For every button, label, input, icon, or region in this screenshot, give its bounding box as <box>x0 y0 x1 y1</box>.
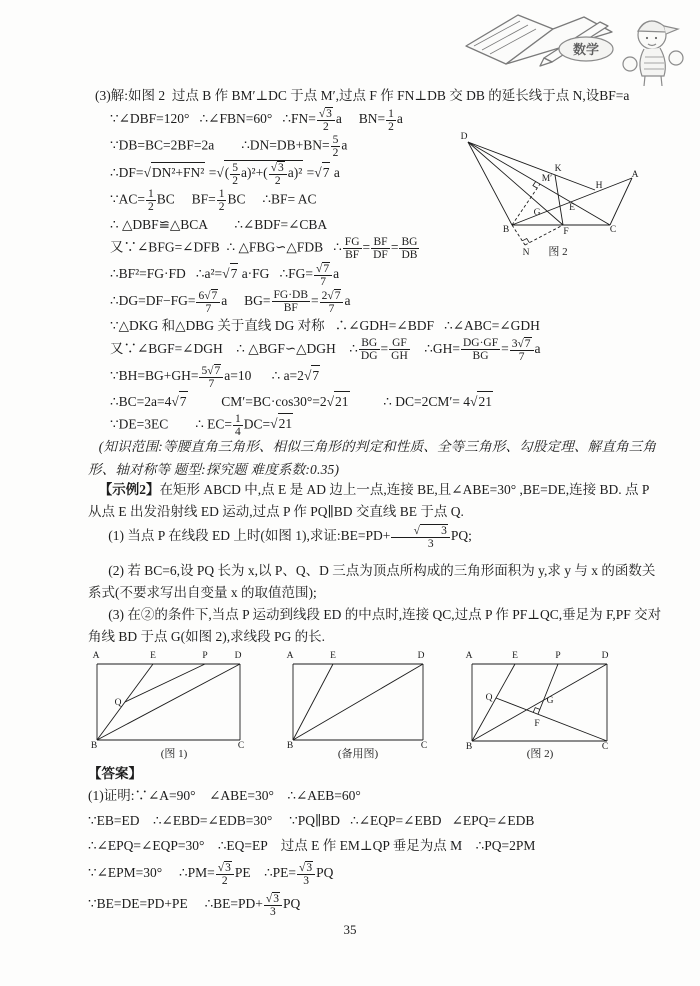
svg-text:H: H <box>595 181 603 191</box>
figure-canvas <box>443 128 695 260</box>
example2-paragraph <box>88 479 664 523</box>
fraction: $\frac{BF}{DF}$ <box>373 235 388 261</box>
sqrt-expression: √7 <box>171 394 187 409</box>
fraction: $\frac{BG}{DB}$ <box>401 235 418 261</box>
svg-text:G: G <box>546 696 554 706</box>
sqrt-expression: √7 <box>204 289 218 302</box>
fraction: $\frac{6√7}{7}$ <box>196 289 220 315</box>
figure-canvas <box>90 648 258 760</box>
svg-text:C: C <box>601 742 609 752</box>
fraction: $\frac{1}{2}$ <box>218 188 225 214</box>
svg-text:K: K <box>554 164 562 174</box>
fraction: $\frac{√3}{3}$ <box>264 892 282 918</box>
svg-text:M′: M′ <box>541 174 553 184</box>
sqrt-expression: √3 <box>318 108 332 120</box>
svg-text:F: F <box>534 719 540 729</box>
svg-text:B: B <box>286 741 294 751</box>
math-line: ∵DE=3EC ∴ EC= $\frac{1}{4}$ DC=√21 <box>110 412 293 438</box>
math-line: ∵△DKG 和△DBG 关于直线 DG 对称 ∴∠GDH=∠BDF ∴∠ABC=∠GDH <box>110 317 540 333</box>
figure-backup <box>278 648 440 760</box>
svg-text:A: A <box>465 651 473 661</box>
svg-text:Q: Q <box>114 698 122 708</box>
sqrt-expression: √DN²+FN² <box>143 165 205 180</box>
example2-intro-text: 在矩形 ABCD 中,点 E 是 AD 边上一点,连接 BE,且∠ABE=30° ,BE=DE,连接 BD. 点 P 从点 E 出发沿射线 ED 运动,过点 P 作 PQ∥BD 交直线 BE 于点 Q. <box>88 482 649 519</box>
fraction: $\frac{1}{2}$ <box>388 107 394 133</box>
cartoon-kid <box>623 21 683 86</box>
fraction: $\frac{BG}{DG}$ <box>360 337 378 363</box>
math-line: ∴BF²=FG·FD ∴a²=√7 a·FG ∴FG= $\frac{√7}{7}$ a <box>110 262 340 288</box>
fraction: $\frac{√3}{3}$ <box>297 861 315 887</box>
math-line: ∴∠EPQ=∠EQP=30° ∴EQ=EP 过点 E 作 EM⊥QP 垂足为点 M ∴PQ=2PM <box>88 838 536 853</box>
knowledge-scope-note: (知识范围:等腰直角三角形、相似三角形的判定和性质、全等三角形、勾股定理、解直角三角形、轴对称等 题型:探究题 难度系数:0.35) <box>88 439 657 477</box>
sqrt-expression: √7 <box>314 165 330 180</box>
svg-text:B: B <box>90 741 98 751</box>
figure-canvas <box>278 648 440 760</box>
svg-text:A: A <box>92 651 100 661</box>
math-line: ∵AC= $\frac{1}{2}$ BC BF= $\frac{1}{2}$ BC ∴BF= AC <box>110 188 317 214</box>
svg-text:C: C <box>420 741 428 751</box>
math-line: ∴DF=√DN²+FN² =√( $\frac{5}{2}$ a)²+( $\frac{√3}{2}$ a)² =√7 a <box>110 161 340 188</box>
svg-text:E: E <box>512 651 518 661</box>
fraction: $\frac{√ 3}{3}$ <box>391 524 450 550</box>
fraction: $\frac{5}{2}$ <box>332 134 339 160</box>
svg-text:N: N <box>522 248 530 258</box>
math-line: ∴BC=2a=4√7 CM′=BC·cos30°=2√21 ∴ DC=2CM′= 4√21 <box>88 391 663 412</box>
fraction: $\frac{1}{4}$ <box>235 412 241 438</box>
math-line: ∴ △DBF≌△BCA ∴∠BDF=∠CBA <box>110 216 328 232</box>
fraction: $\frac{2√7}{7}$ <box>320 289 344 315</box>
svg-text:D: D <box>234 651 242 661</box>
sqrt-expression: √( $\frac{5}{2}$ a)²+( $\frac{√3}{2}$ a)² <box>216 161 303 188</box>
example2-question2: (2) 若 BC=6,设 PQ 长为 x,以 P、Q、D 三点为顶点所构成的三角形面积为 y,求 y 与 x 的函数关系式(不要求写出自变量 x 的取值范围); <box>88 563 656 600</box>
math-line: ∵∠DBF=120° ∴∠FBN=60° ∴FN= $\frac{√3}{2}$ a BN= $\frac{1}{2}$ a <box>110 107 403 134</box>
sqrt-expression: √7 <box>207 365 221 377</box>
svg-text:C: C <box>237 741 245 751</box>
sqrt-expression: √3 <box>217 862 231 874</box>
sqrt-expression: √7 <box>327 289 341 302</box>
svg-text:E: E <box>569 203 575 213</box>
svg-text:A: A <box>286 651 294 661</box>
fraction: $\frac{3√7}{7}$ <box>510 337 534 363</box>
answer-title: 【答案】 <box>88 766 142 781</box>
fraction: $\frac{DG\cdot GF}{BG}$ <box>462 337 499 363</box>
math-line: ∵∠EPM=30° ∴PM= $\frac{√3}{2}$ PE ∴PE= $\frac{√3}{3}$ PQ <box>88 862 334 888</box>
page-number: 35 <box>343 922 357 937</box>
svg-text:E: E <box>150 651 156 661</box>
sqrt-expression: √7 <box>316 262 330 275</box>
svg-text:F: F <box>563 227 569 237</box>
answer-section <box>88 786 668 923</box>
math-line: (1)证明:∵∠A=90° ∠ABE=30° ∴∠AEB=60° <box>88 788 361 803</box>
sqrt-expression: √21 <box>470 394 493 409</box>
math-line: 又∵∠BFG=∠DFB ∴ △FBG∽△FDB ∴ $\frac{FG}{BF}$ = $\frac{BF}{DF}$ = $\frac{BG}{DB}$ <box>110 235 418 261</box>
svg-text:E: E <box>330 651 336 661</box>
example2-question1: (1) 当点 P 在线段 ED 上时(如图 1),求证:BE=PD+ $\frac{√ 3}{3}$ PQ; <box>108 525 472 551</box>
math-line: ∵DB=BC=2BF=2a ∴DN=DB+BN= $\frac{5}{2}$ a <box>110 134 348 160</box>
sqrt-expression: √ 3 <box>413 525 447 537</box>
svg-text:A: A <box>631 170 639 180</box>
svg-text:B: B <box>502 225 510 235</box>
example2-question3: (3) 在②的条件下,当点 P 运动到线段 ED 的中点时,连接 QC,过点 P 作 PF⊥QC,垂足为 F,PF 交对角线 BD 于点 G(如图 2),求线段 PG 的长. <box>88 607 662 644</box>
sqrt-expression: √21 <box>327 394 350 409</box>
svg-text:(图 1): (图 1) <box>160 748 188 760</box>
fraction: $\frac{5√7}{7}$ <box>199 364 223 390</box>
fraction: $\frac{FG\cdot DB}{BF}$ <box>273 289 309 315</box>
sqrt-expression: √7 <box>222 266 238 281</box>
fraction: $\frac{√3}{2}$ <box>216 861 234 887</box>
math-line: 又∵∠BGF=∠DGH ∴ △BGF∽△DGH ∴ $\frac{BG}{DG}$ = $\frac{GF}{GH}$ ∴GH= $\frac{DG\cdot GF}{BG}$ = $\frac{3√7}{7}$ a <box>110 337 541 363</box>
fraction: $\frac{√3}{2}$ <box>317 107 335 133</box>
subject-badge-label: 数学 <box>572 42 600 57</box>
fraction: $\frac{GF}{GH}$ <box>391 337 408 363</box>
figure-1 <box>90 648 258 760</box>
sqrt-expression: √21 <box>270 416 293 431</box>
fraction: $\frac{√7}{7}$ <box>314 262 332 288</box>
figure-2-top <box>443 128 695 260</box>
figure-canvas <box>458 648 623 760</box>
fraction: $\frac{1}{2}$ <box>147 188 154 214</box>
math-line: ∵BH=BG+GH= $\frac{5√7}{7}$ a=10 ∴ a=2√7 <box>110 365 320 391</box>
figure-2-bottom <box>458 648 623 760</box>
sqrt-expression: √7 <box>304 368 320 383</box>
svg-text:G: G <box>533 208 541 218</box>
svg-text:P: P <box>202 651 208 661</box>
math-line: ∵EB=ED ∴∠EBD=∠EDB=30° ∵PQ∥BD ∴∠EQP=∠EBD ∠EPQ=∠EDB <box>88 813 535 828</box>
math-line: ∵BE=DE=PD+PE ∴BE=PD+ $\frac{√3}{3}$ PQ <box>88 893 301 919</box>
svg-text:图 2: 图 2 <box>548 246 568 258</box>
math-line: (3)解:如图 2 过点 B 作 BM′⊥DC 于点 M′,过点 F 作 FN⊥DB 交 DB 的延长线于点 N,设BF=a <box>95 88 630 103</box>
math-line: ∴DG=DF−FG= $\frac{6√7}{7}$ a BG= $\frac{FG\cdot DB}{BF}$ = $\frac{2√7}{7}$ a <box>110 289 351 315</box>
svg-text:B: B <box>465 742 473 752</box>
svg-text:P: P <box>555 651 561 661</box>
svg-text:D: D <box>417 651 425 661</box>
sqrt-expression: √3 <box>270 162 284 175</box>
sqrt-expression: √7 <box>517 337 531 350</box>
svg-text:(备用图): (备用图) <box>337 748 379 760</box>
svg-text:C: C <box>609 225 617 235</box>
header-illustration <box>452 2 697 94</box>
sqrt-expression: √3 <box>299 862 313 874</box>
sqrt-expression: √3 <box>265 893 279 906</box>
fraction: $\frac{√3}{2}$ <box>269 161 287 187</box>
svg-text:D: D <box>460 132 468 142</box>
svg-text:Q: Q <box>485 693 493 703</box>
example2-label: 【示例2】 <box>98 482 160 497</box>
fraction: $\frac{5}{2}$ <box>232 161 239 187</box>
fraction: $\frac{FG}{BF}$ <box>344 235 360 261</box>
svg-text:D: D <box>601 651 609 661</box>
svg-text:(图 2): (图 2) <box>526 748 554 760</box>
